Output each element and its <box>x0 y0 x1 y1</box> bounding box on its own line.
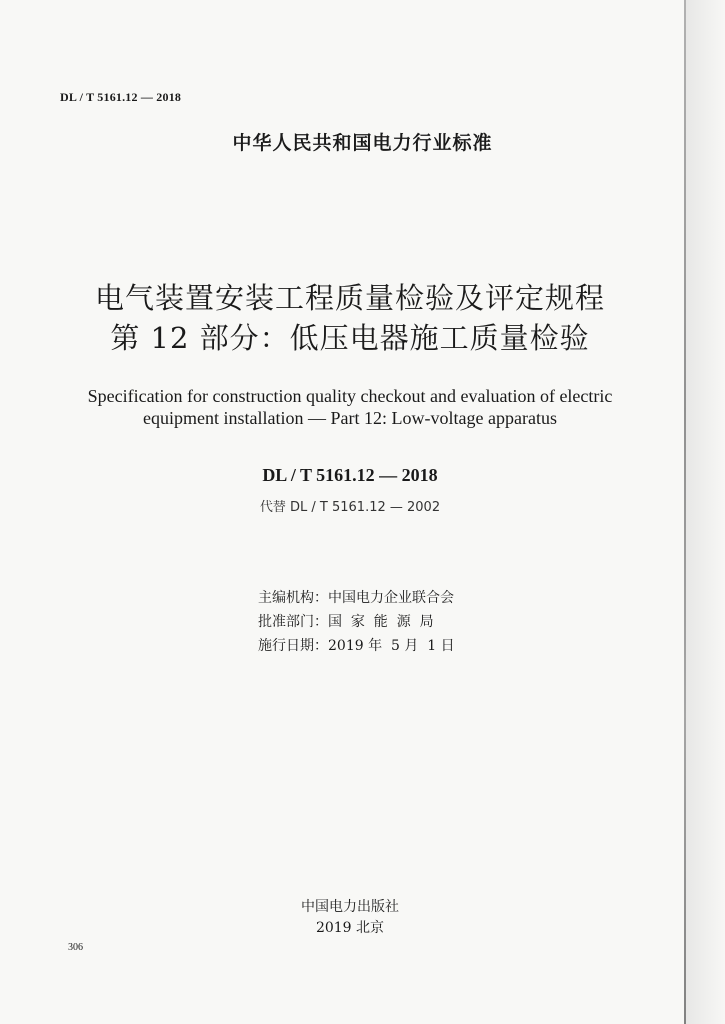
title-english-line-2: equipment installation — Part 12: Low-voltage apparatus <box>143 408 557 428</box>
approved-by: 批准部门：国 家 能 源 局 <box>258 614 434 630</box>
replaces-standard: 代替 DL / T 5161.12 — 2002 <box>259 500 441 515</box>
effective-date: 施行日期：2019 年 5 月 1 日 <box>258 638 455 654</box>
page-number: 306 <box>68 942 83 953</box>
standard-code-header: DL / T 5161.12 — 2018 <box>60 90 182 104</box>
industry-standard-heading: 中华人民共和国电力行业标准 <box>232 132 493 154</box>
title-chinese-line-1: 电气装置安装工程质量检验及评定规程 <box>94 281 605 315</box>
publisher-name: 中国电力出版社 <box>301 899 399 915</box>
publisher-year-city: 2019 北京 <box>315 920 385 936</box>
standard-info-block <box>258 586 455 658</box>
title-english-line-1: Specification for construction quality checkout and evaluation of electric <box>87 386 613 406</box>
standard-number: DL / T 5161.12 — 2018 <box>262 465 438 485</box>
title-chinese-line-2: 第 12 部分：低压电器施工质量检验 <box>110 321 590 355</box>
compiled-by: 主编机构：中国电力企业联合会 <box>258 590 454 606</box>
